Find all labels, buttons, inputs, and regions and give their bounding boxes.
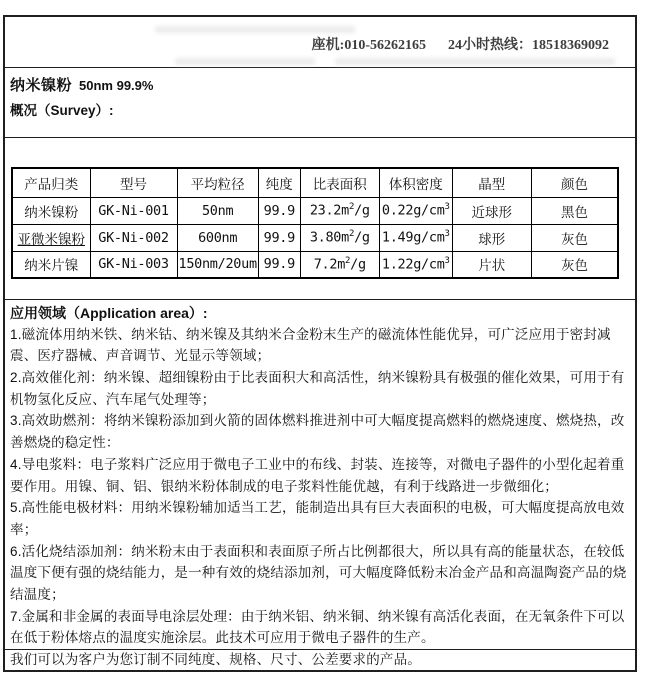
landline-number: 座机:010-56262165 (311, 38, 426, 53)
col-header-size: 平均粒径 (177, 168, 258, 197)
spec-table (11, 167, 619, 279)
survey-label: 概况（Survey）: (10, 102, 114, 118)
table-row (12, 197, 618, 224)
application-item-5: 5.高性能电极材料：用纳米镍粉辅加适当工艺，能制造出具有巨大表面积的电极，可大幅度提高放电效率； (10, 500, 625, 537)
product-name: 纳米镍粉 (10, 76, 73, 94)
col-header-purity: 纯度 (258, 168, 300, 197)
cell-purity: 99.9 (258, 197, 300, 224)
cell-surface-area: $23.2m^2/g$ (300, 197, 379, 224)
cell-color: 黑色 (531, 197, 618, 224)
cell-model: GK-Ni-002 (90, 224, 177, 251)
cell-purity: 99.9 (258, 251, 300, 278)
cell-crystal-form: 近球形 (452, 197, 531, 224)
application-heading: 应用领域（Application area）: (10, 304, 208, 321)
product-datasheet (3, 15, 637, 672)
cell-category: 亚微米镍粉 (12, 224, 90, 251)
hotline-number: 24小时热线：18518369092 (448, 38, 609, 53)
application-item-4: 4.导电浆料：电子浆料广泛应用于微电子工业中的布线、封装、连接等，对微电子器件的小型化起着重要作用。用镍、铜、铝、银纳米粉体制成的电子浆料性能优越，有利于线路进一步微细化； (10, 456, 625, 494)
table-row (12, 224, 618, 251)
product-spec: 50nm 99.9% (79, 77, 154, 93)
watermark-smudge (155, 26, 355, 33)
page-title (10, 74, 629, 95)
watermark-smudge (335, 58, 615, 65)
col-header-density: 体积密度 (379, 168, 452, 197)
cell-surface-area: $7.2m^2/g$ (300, 251, 379, 278)
cell-bulk-density: $0.22g/cm^3$ (379, 197, 452, 224)
cell-model: GK-Ni-003 (90, 251, 177, 278)
title-section (5, 68, 635, 138)
application-section (5, 300, 635, 651)
cell-size: 50nm (177, 197, 258, 224)
application-item-2: 2.高效催化剂：纳米镍、超细镍粉由于比表面积大和高活性，纳米镍粉具有极强的催化效果，可用于有机物氢化反应、汽车尾气处理等； (10, 370, 625, 407)
cell-category: 纳米镍粉 (12, 197, 90, 224)
col-header-category: 产品归类 (12, 168, 90, 197)
application-item-3: 3.高效助燃剂：将纳米镍粉添加到火箭的固体燃料推进剂中可大幅度提高燃料的燃烧速度、燃烧热，改善燃烧的稳定性： (10, 413, 625, 451)
col-header-crystal: 晶型 (452, 168, 531, 197)
cell-crystal-form: 球形 (452, 224, 531, 251)
cell-bulk-density: $1.22g/cm^3$ (379, 251, 452, 278)
customization-note: 我们可以为客户为您订制不同纯度、规格、尺寸、公差要求的产品。 (10, 652, 421, 668)
cell-color: 灰色 (531, 251, 618, 278)
cell-category: 纳米片镍 (12, 251, 90, 278)
application-item-6: 6.活化烧结添加剂：纳米粉末由于表面积和表面原子所占比例都很大，所以具有高的能量状态，在较低温度下便有强的烧结能力，是一种有效的烧结添加剂，可大幅度降低粉末冶金产品和高温陶瓷产品的烧结温度； (10, 543, 627, 603)
cell-size: 150nm/20um (177, 251, 258, 278)
spec-table-section (5, 138, 635, 300)
col-header-color: 颜色 (531, 168, 618, 197)
cell-crystal-form: 片状 (452, 251, 531, 278)
cell-purity: 99.9 (258, 224, 300, 251)
watermark-smudge (175, 58, 315, 65)
col-header-model: 型号 (90, 168, 177, 197)
table-row (12, 251, 618, 278)
contact-header (5, 17, 635, 68)
cell-surface-area: $3.80m^2/g$ (300, 224, 379, 251)
cell-size: 600nm (177, 224, 258, 251)
col-header-surface: 比表面积 (300, 168, 379, 197)
cell-color: 灰色 (531, 224, 618, 251)
application-item-1: 1.磁流体用纳米铁、纳米钴、纳米镍及其纳米合金粉末生产的磁流体性能优异，可广泛应用于密封减震、医疗器械、声音调节、光显示等领域； (10, 326, 611, 364)
cell-model: GK-Ni-001 (90, 197, 177, 224)
table-header-row (12, 168, 618, 197)
cell-bulk-density: $1.49g/cm^3$ (379, 224, 452, 251)
contact-numbers (312, 34, 609, 54)
application-item-7: 7.金属和非金属的表面导电涂层处理：由于纳米铝、纳米铜、纳米镍有高活化表面，在无氧条件下可以在低于粉体熔点的温度实施涂层。此技术可应用于微电子器件的生产。 (10, 608, 625, 646)
